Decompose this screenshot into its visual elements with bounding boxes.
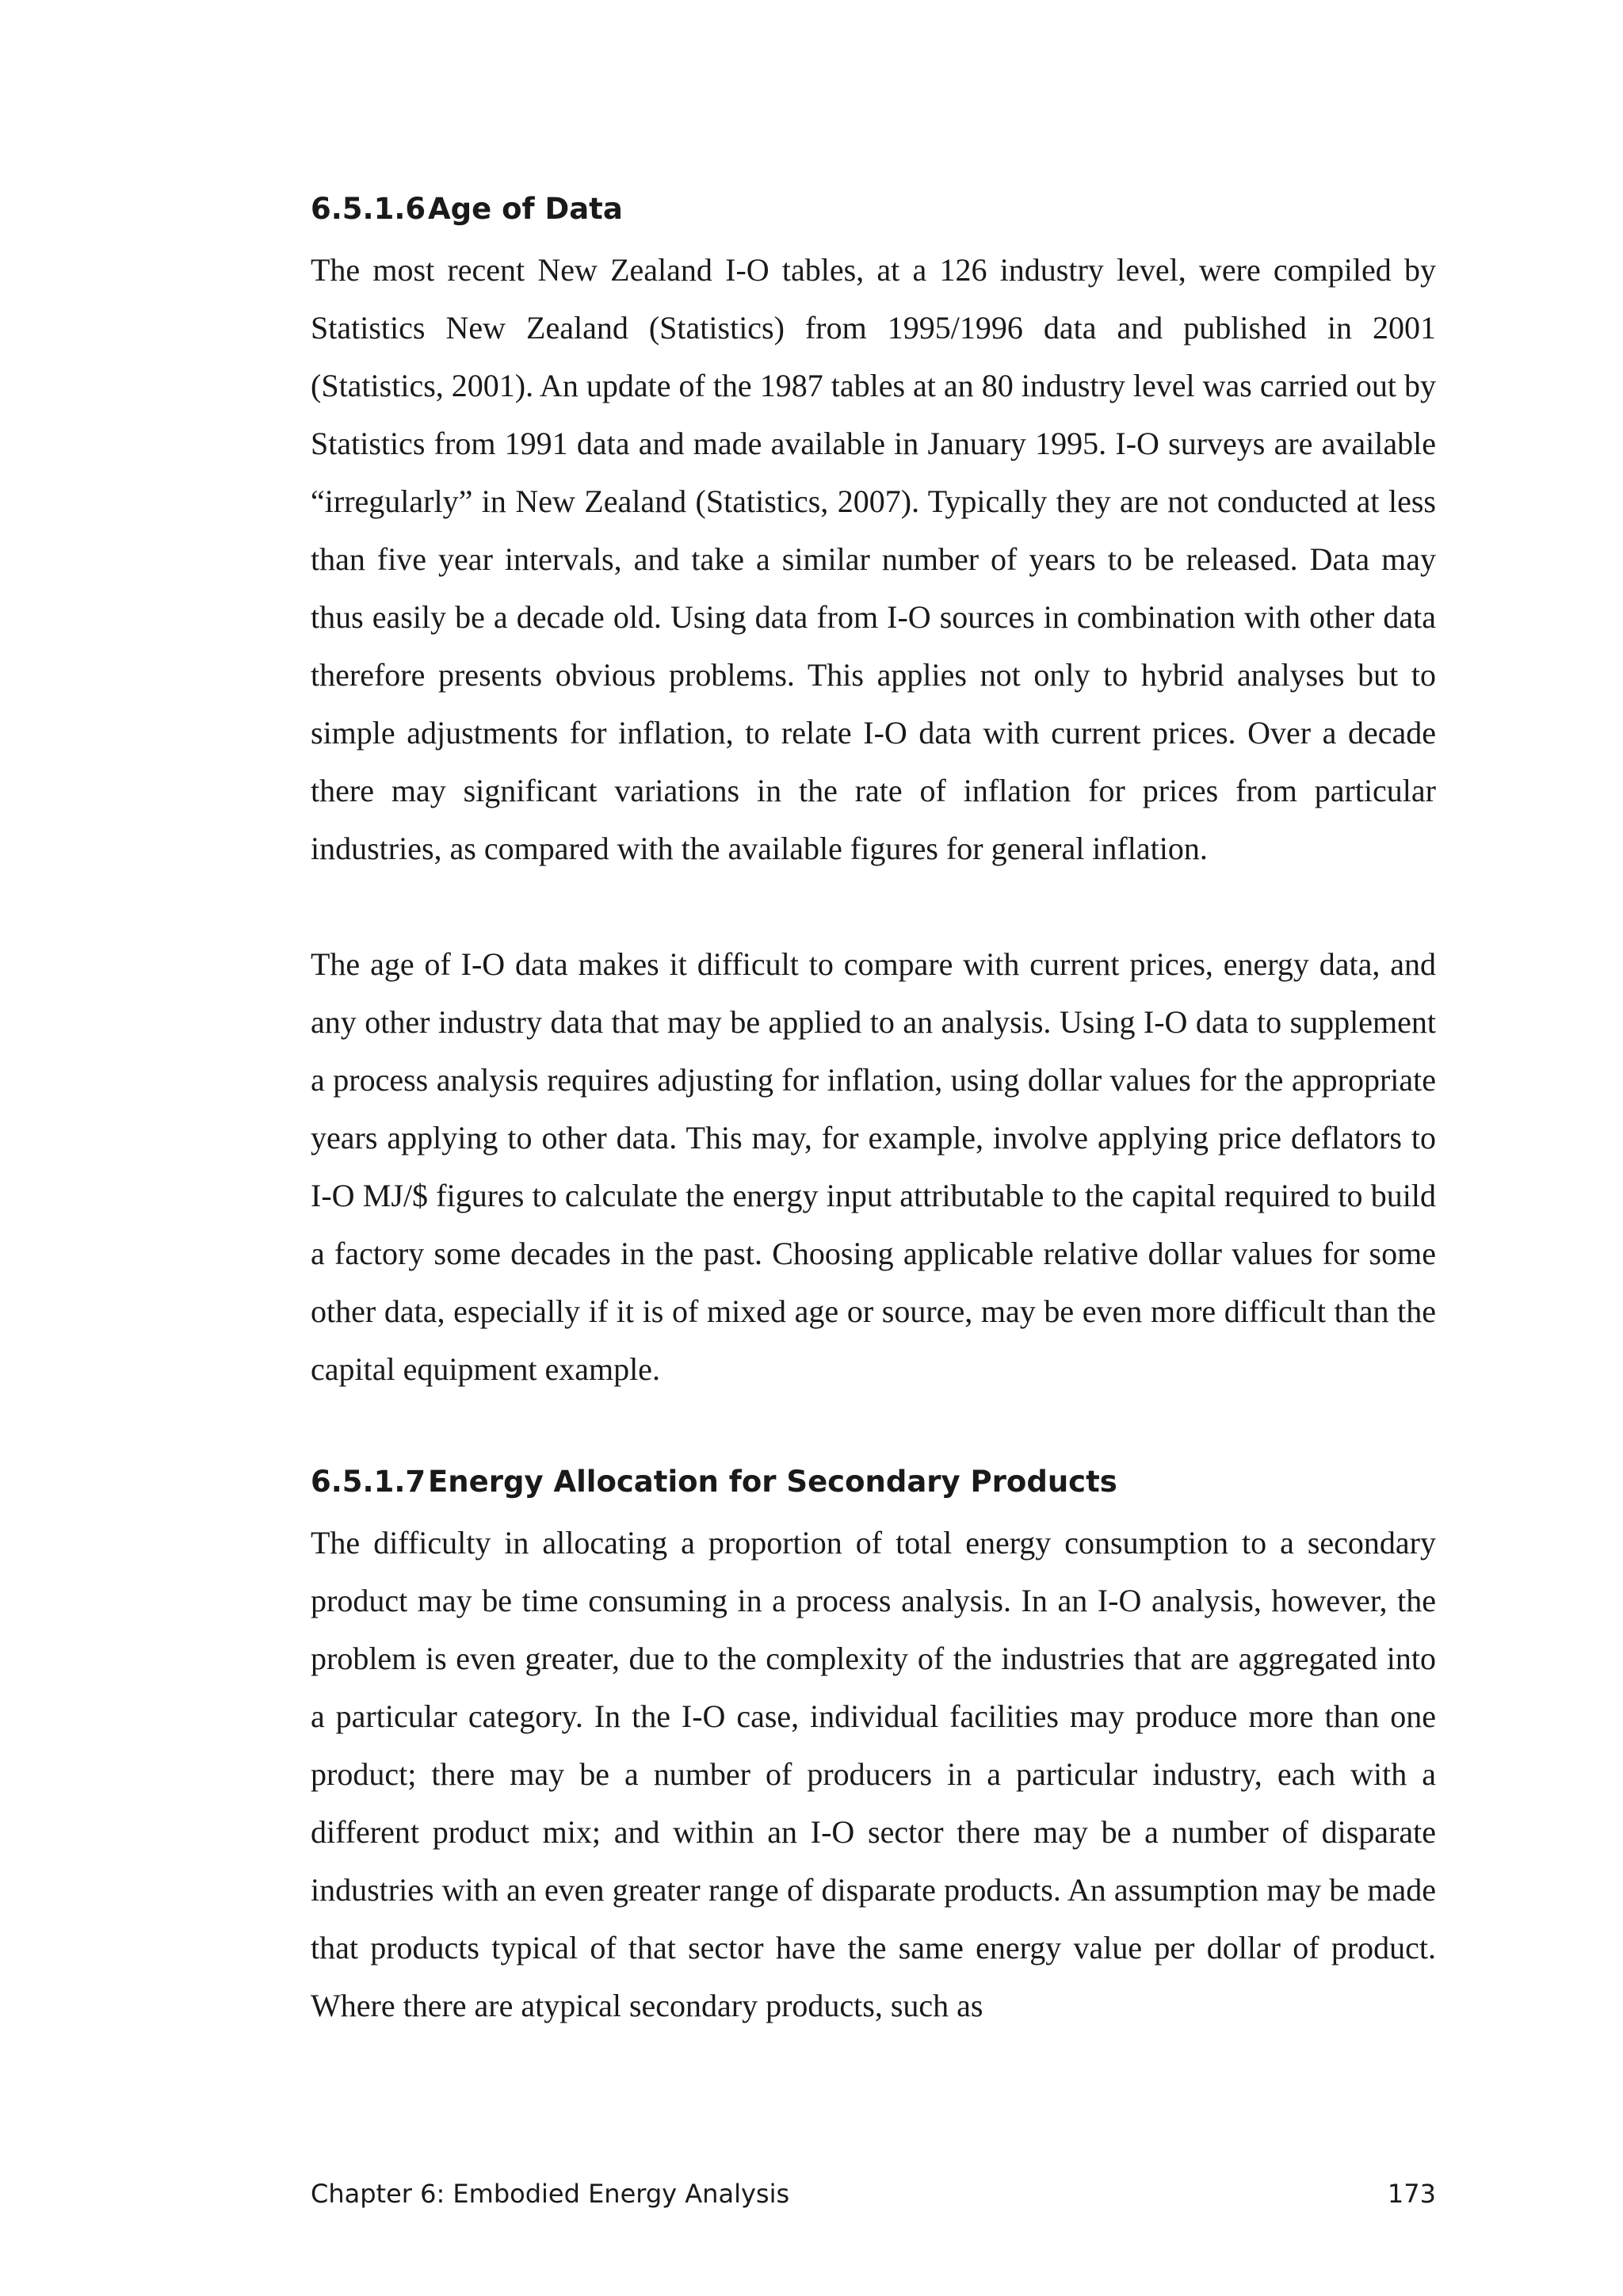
section-title: Energy Allocation for Secondary Products bbox=[428, 1465, 1117, 1499]
section-number: 6.5.1.6 bbox=[311, 192, 426, 226]
paragraph-spacer bbox=[311, 877, 1436, 935]
paragraph: The difficulty in allocating a proportion of total energy consumption to a secondary product may be time consuming in a process analysis. In an I-O analysis, however, the problem is even greater, due to the complexity of the industries that are aggregated into a particular category. In the I-O case, individual facilities may produce more than one product; there may be a number of producers in a particular industry, each with a different product mix; and within an I-O sector there may be a number of disparate industries with an even greater range of disparate products. An assumption may be made that products typical of that sector have the same energy value per dollar of product. Where there are atypical secondary products, such as bbox=[311, 1525, 1436, 2023]
section-number: 6.5.1.7 bbox=[311, 1465, 426, 1499]
document-page bbox=[311, 187, 1436, 2034]
section-heading-energy-allocation bbox=[311, 1460, 1436, 1504]
footer-chapter-title: Chapter 6: Embodied Energy Analysis bbox=[311, 2179, 790, 2209]
section-heading-age-of-data bbox=[311, 187, 1436, 231]
paragraph: The most recent New Zealand I-O tables, at a 126 industry level, were compiled by Statistics New Zealand (Statistics) from 1995/1996 data and published in 2001 (Statistics, 2001). An update of the 1987 tables at an 80 industry level was carried out by Statistics from 1991 data and made available in January 1995. I-O surveys are available “irregularly” in New Zealand (Statistics, 2007). Typically they are not conducted at less than five year intervals, and take a similar number of years to be released. Data may thus easily be a decade old. Using data from I-O sources in combination with other data therefore presents obvious problems. This applies not only to hybrid analyses but to simple adjustments for inflation, to relate I-O data with current prices. Over a decade there may significant variations in the rate of inflation for prices from particular industries, as compared with the available figures for general inflation. bbox=[311, 252, 1436, 866]
section-spacer bbox=[311, 1398, 1436, 1460]
section-title: Age of Data bbox=[428, 192, 623, 226]
paragraph: The age of I-O data makes it difficult to compare with current prices, energy data, and any other industry data that may be applied to an analysis. Using I-O data to supplement a process analysis requires adjusting for inflation, using dollar values for the appropriate years applying to other data. This may, for example, involve applying price deflators to I-O MJ/$ figures to calculate the energy input attributable to the capital required to build a factory some decades in the past. Choosing applicable relative dollar values for some other data, especially if it is of mixed age or source, may be even more difficult than the capital equipment example. bbox=[311, 946, 1436, 1387]
page-number: 173 bbox=[1387, 2179, 1436, 2209]
